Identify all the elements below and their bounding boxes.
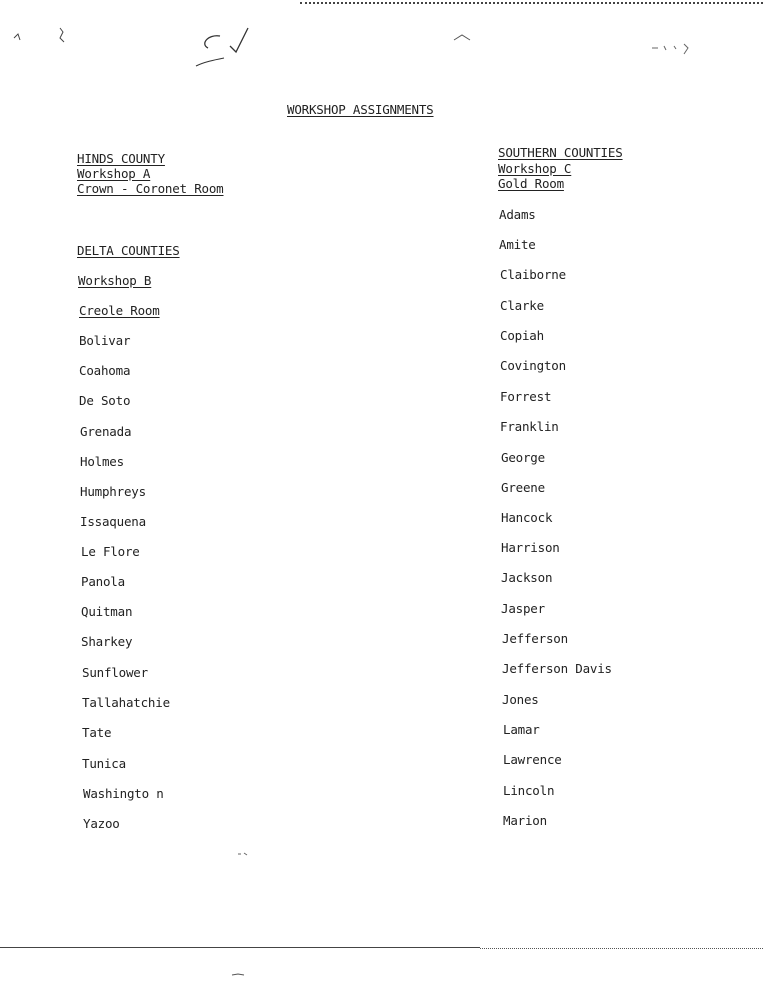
delta-county: Holmes	[80, 454, 124, 469]
hinds-workshop: Workshop A	[77, 166, 151, 181]
delta-county: Le Flore	[81, 544, 140, 559]
delta-heading: DELTA COUNTIES	[77, 243, 180, 258]
southern-county: Jones	[502, 692, 539, 707]
southern-county: Covington	[500, 358, 566, 373]
bottom-edge-line	[480, 948, 763, 949]
delta-county: De Soto	[79, 393, 131, 408]
delta-county: Tallahatchie	[82, 695, 170, 710]
southern-county: Forrest	[500, 389, 552, 404]
southern-county: Lawrence	[503, 752, 562, 767]
delta-county: Coahoma	[79, 363, 131, 378]
delta-county: Humphreys	[80, 484, 146, 499]
southern-county: Marion	[503, 813, 547, 828]
delta-county: Tate	[82, 725, 112, 740]
southern-county: George	[501, 450, 545, 465]
southern-heading: SOUTHERN COUNTIES	[498, 145, 623, 160]
top-edge-line	[300, 2, 763, 4]
scan-speck	[452, 32, 474, 44]
page-title: WORKSHOP ASSIGNMENTS	[287, 102, 434, 117]
hinds-heading: HINDS COUNTY	[77, 151, 165, 166]
southern-county: Jasper	[501, 601, 545, 616]
southern-county: Jefferson Davis	[502, 661, 612, 676]
delta-county: Sharkey	[81, 634, 133, 649]
delta-workshop: Workshop B	[78, 273, 152, 288]
scan-speck	[650, 40, 700, 60]
delta-county: Issaquena	[80, 514, 146, 529]
delta-county: Bolivar	[79, 333, 131, 348]
southern-workshop: Workshop C	[498, 161, 572, 176]
southern-county: Amite	[499, 237, 536, 252]
southern-county: Adams	[499, 207, 536, 222]
southern-county: Lamar	[503, 722, 540, 737]
delta-county: Sunflower	[82, 665, 148, 680]
southern-county: Harrison	[501, 540, 560, 555]
scan-speck	[8, 24, 68, 48]
southern-county: Clarke	[500, 298, 544, 313]
delta-county: Quitman	[81, 604, 133, 619]
southern-county: Lincoln	[503, 783, 555, 798]
southern-county: Hancock	[501, 510, 553, 525]
delta-county: Tunica	[82, 756, 126, 771]
delta-room: Creole Room	[79, 303, 160, 318]
bottom-edge-line	[0, 947, 480, 948]
southern-room: Gold Room	[498, 176, 564, 191]
southern-county: Jackson	[501, 570, 553, 585]
southern-county: Greene	[501, 480, 545, 495]
southern-county: Franklin	[500, 419, 559, 434]
handwritten-mark	[190, 22, 260, 72]
delta-county: Yazoo	[83, 816, 120, 831]
hinds-room: Crown - Coronet Room	[77, 181, 224, 196]
scan-speck	[230, 970, 246, 978]
delta-county: Washingto n	[83, 786, 164, 801]
delta-county: Grenada	[80, 424, 132, 439]
delta-county: Panola	[81, 574, 125, 589]
southern-county: Claiborne	[500, 267, 566, 282]
southern-county: Copiah	[500, 328, 544, 343]
scan-speck	[236, 850, 250, 858]
southern-county: Jefferson	[502, 631, 568, 646]
